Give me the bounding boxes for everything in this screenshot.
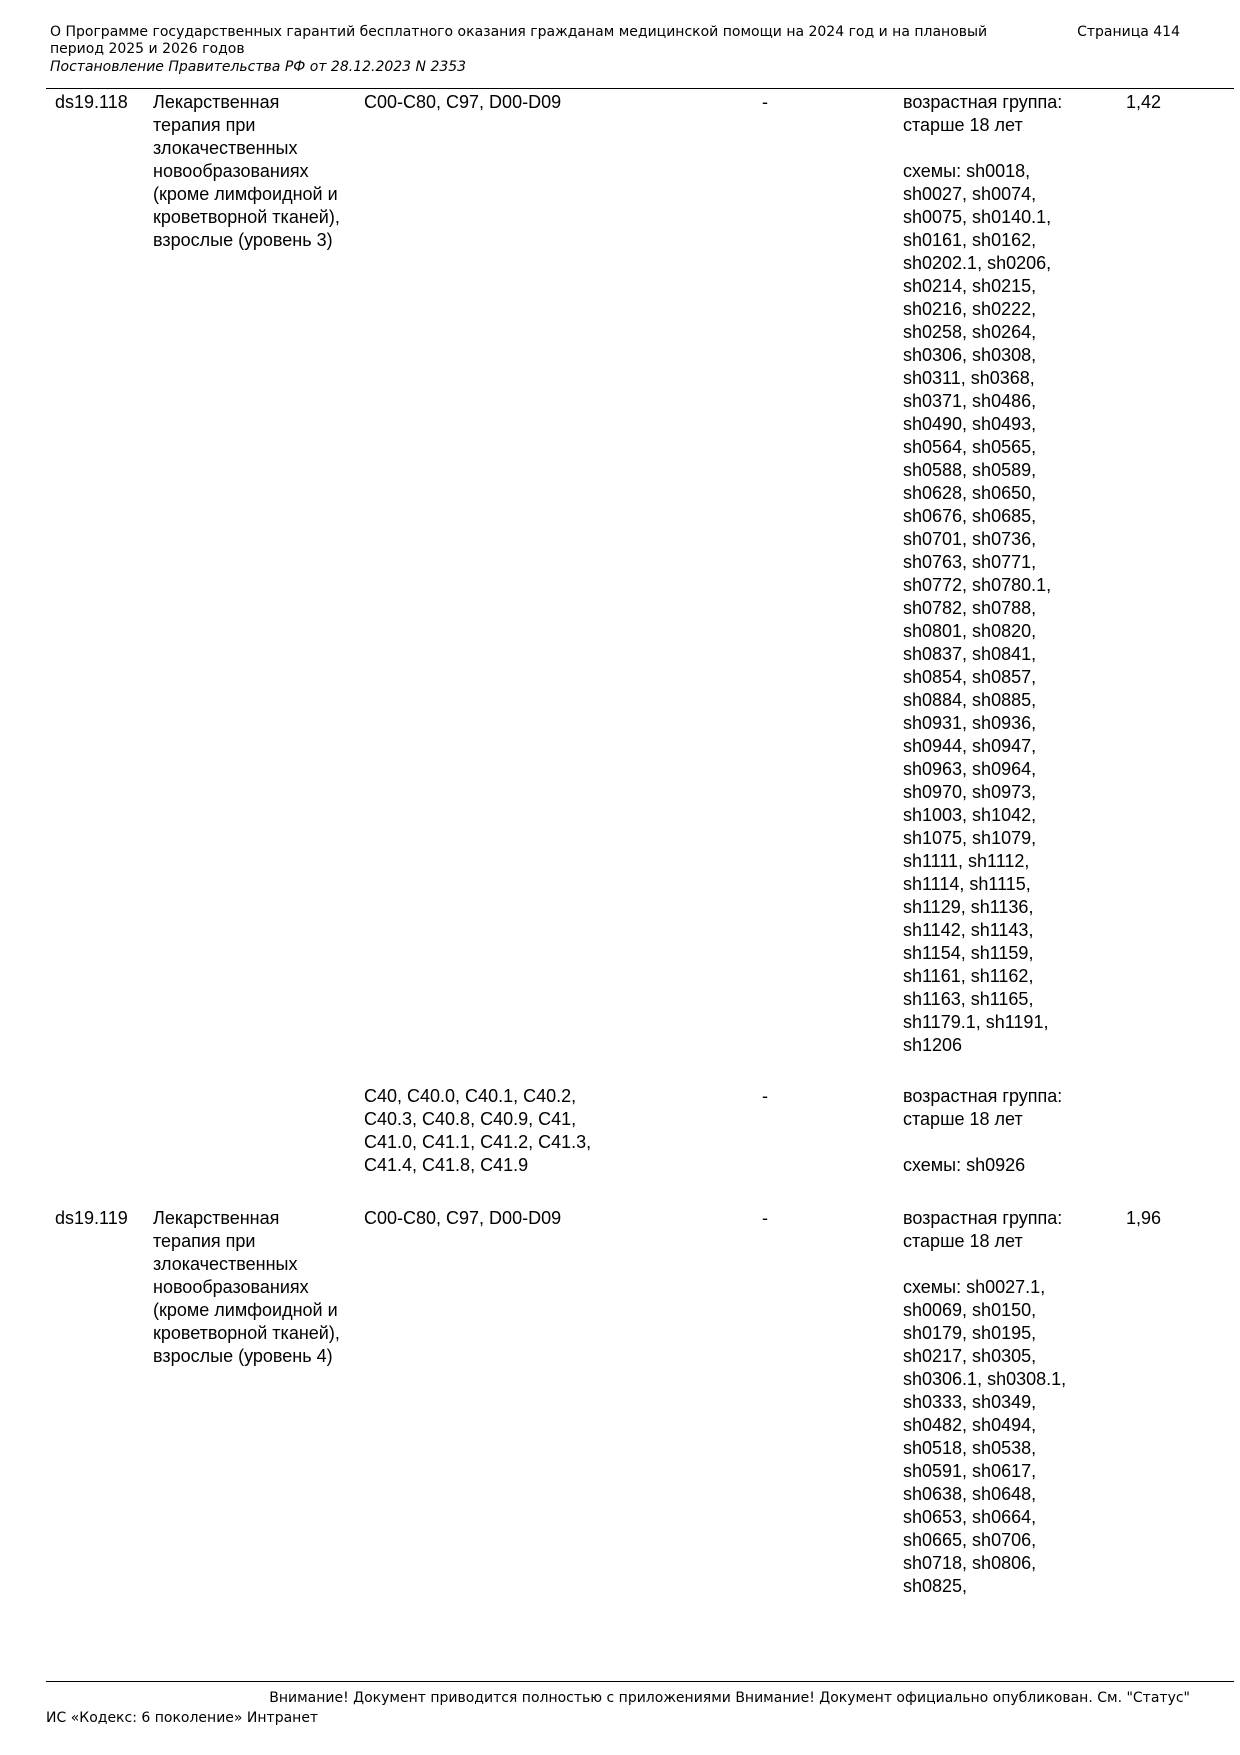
page-footer: [46, 1689, 1234, 1739]
row-code: ds19.119: [55, 1208, 128, 1228]
row-code: ds19.118: [55, 92, 128, 112]
footer-notice: Внимание! Документ приводится полностью с приложениями Внимание! Документ официально опубликован. См. "Статус": [269, 1690, 1190, 1706]
row-coefficient: 1,96: [1126, 1208, 1162, 1228]
row-diagnoses: C40, C40.0, C40.1, C40.2, C40.3, C40.8, C40.9, C41, C41.0, C41.1, C41.2, C41.3, C41.4, C41.8, C41.9: [364, 1086, 592, 1175]
page-number: Страница 414: [1077, 24, 1180, 40]
row-name: Лекарственная терапия при злокачественных новообразованиях (кроме лимфоидной и кроветворной тканей), взрослые (уровень 4): [153, 1208, 340, 1366]
row-procedure: -: [762, 92, 768, 112]
row-diagnoses: C00-C80, C97, D00-D09: [364, 1208, 562, 1228]
footer-divider: [46, 1681, 1234, 1682]
row-coefficient: 1,42: [1126, 92, 1162, 112]
row-criteria: возрастная группа: старше 18 лет схемы: sh0027.1, sh0069, sh0150, sh0179, sh0195, sh0217, sh0305, sh0306.1, sh0308.1, sh0333, sh0349, sh0482, sh0494, sh0518, sh0538, sh0591, sh0617, sh0638, sh0648, sh0653, sh0664, sh0665, sh0706, sh0718, sh0806, sh0825,: [903, 1208, 1067, 1596]
row-diagnoses: C00-C80, C97, D00-D09: [364, 92, 562, 112]
document-title: О Программе государственных гарантий бесплатного оказания гражданам медицинской помощи на 2024 год и на плановый период 2025 и 2026 годов: [50, 24, 988, 57]
footer-source: ИС «Кодекс: 6 поколение» Интранет: [46, 1710, 319, 1726]
document-reference: Постановление Правительства РФ от 28.12.2023 N 2353: [50, 59, 467, 75]
row-name: Лекарственная терапия при злокачественных новообразованиях (кроме лимфоидной и кроветворной тканей), взрослые (уровень 3): [153, 92, 340, 250]
row-criteria: возрастная группа: старше 18 лет схемы: sh0926: [903, 1086, 1063, 1175]
row-procedure: -: [762, 1208, 768, 1228]
row-procedure: -: [762, 1086, 768, 1106]
row-criteria: возрастная группа: старше 18 лет схемы: sh0018, sh0027, sh0074, sh0075, sh0140.1, sh0161, sh0162, sh0202.1, sh0206, sh0214, sh0215, sh0216, sh0222, sh0258, sh0264, sh0306, sh0308, sh0311, sh0368, sh0371, sh0486, sh0490, sh0493, sh0564, sh0565, sh0588, sh0589, sh0628, sh0650, sh0676, sh0685, sh0701, sh0736, sh0763, sh0771, sh0772, sh0780.1, sh0782, sh0788, sh0801, sh0820, sh0837, sh0841, sh0854, sh0857, sh0884, sh0885, sh0931, sh0936, sh0944, sh0947, sh0963, sh0964, sh0970, sh0973, sh1003, sh1042, sh1075, sh1079, sh1111, sh1112, sh1114, sh1115, sh1129, sh1136, sh1142, sh1143, sh1154, sh1159, sh1161, sh1162, sh1163, sh1165, sh1179.1, sh1191, sh1206: [903, 92, 1063, 1055]
